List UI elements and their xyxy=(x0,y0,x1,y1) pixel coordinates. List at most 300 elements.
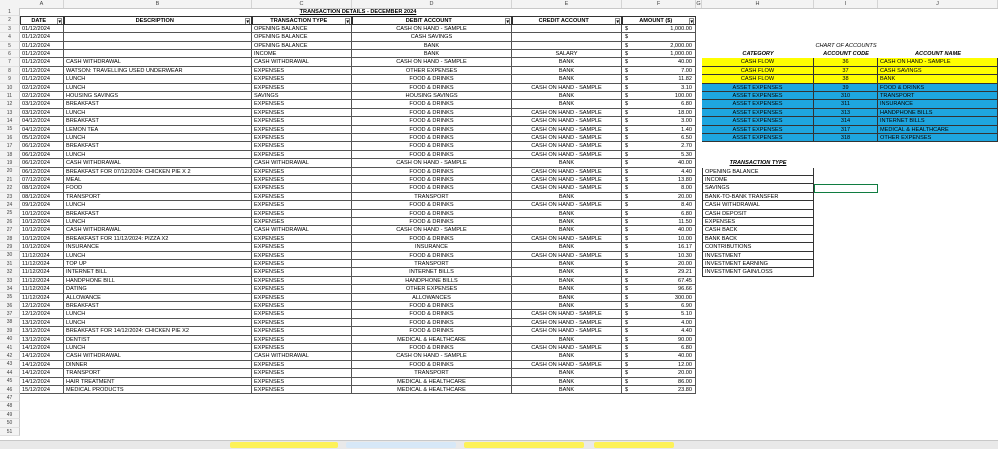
type-cell[interactable]: OPENING BALANCE xyxy=(252,33,352,41)
row-number[interactable]: 36 xyxy=(0,302,20,310)
coa-name-cell[interactable]: MEDICAL & HEALTHCARE xyxy=(878,126,998,134)
description-cell[interactable]: TRANSPORT xyxy=(64,193,252,201)
credit-cell[interactable]: CASH ON HAND - SAMPLE xyxy=(512,344,622,352)
row-number[interactable]: 3 xyxy=(0,25,20,33)
row-number[interactable]: 10 xyxy=(0,84,20,92)
row-number[interactable]: 6 xyxy=(0,50,20,58)
credit-cell[interactable]: CASH ON HAND - SAMPLE xyxy=(512,109,622,117)
credit-cell[interactable]: BANK xyxy=(512,67,622,75)
coa-code-cell[interactable]: 310 xyxy=(814,92,878,100)
coa-name-cell[interactable]: HANDPHONE BILLS xyxy=(878,109,998,117)
debit-cell[interactable]: ALLOWANCES xyxy=(352,294,512,302)
coa-name-cell[interactable]: TRANSPORT xyxy=(878,92,998,100)
description-cell[interactable]: MEDICAL PRODUCTS xyxy=(64,386,252,394)
credit-cell[interactable]: BANK xyxy=(512,285,622,293)
date-cell[interactable]: 10/12/2024 xyxy=(20,235,64,243)
credit-cell[interactable]: CASH ON HAND - SAMPLE xyxy=(512,84,622,92)
column-header-j[interactable]: J xyxy=(878,0,998,8)
description-cell[interactable]: BREAKFAST xyxy=(64,117,252,125)
column-header-h[interactable]: H xyxy=(702,0,814,8)
date-cell[interactable]: 04/12/2024 xyxy=(20,126,64,134)
table-header-1[interactable]: DESCRIPTION ▾ xyxy=(64,16,252,24)
date-cell[interactable]: 11/12/2024 xyxy=(20,252,64,260)
description-cell[interactable]: WATSON: TRAVELLING USED UNDERWEAR xyxy=(64,67,252,75)
debit-cell[interactable]: FOOD & DRINKS xyxy=(352,361,512,369)
coa-code-cell[interactable]: 311 xyxy=(814,100,878,108)
credit-cell[interactable] xyxy=(512,42,622,50)
type-cell[interactable]: EXPENSES xyxy=(252,260,352,268)
description-cell[interactable]: HAIR TREATMENT xyxy=(64,378,252,386)
debit-cell[interactable]: FOOD & DRINKS xyxy=(352,201,512,209)
coa-header-0[interactable]: CATEGORY xyxy=(742,51,774,57)
row-number[interactable]: 7 xyxy=(0,58,20,66)
row-number[interactable]: 21 xyxy=(0,176,20,184)
credit-cell[interactable]: BANK xyxy=(512,302,622,310)
description-cell[interactable]: TRANSPORT xyxy=(64,369,252,377)
row-number[interactable]: 16 xyxy=(0,134,20,142)
debit-cell[interactable]: MEDICAL & HEALTHCARE xyxy=(352,378,512,386)
credit-cell[interactable]: BANK xyxy=(512,210,622,218)
type-cell[interactable]: EXPENSES xyxy=(252,176,352,184)
row-number[interactable]: 44 xyxy=(0,369,20,377)
coa-code-cell[interactable]: 36 xyxy=(814,58,878,66)
description-cell[interactable] xyxy=(64,50,252,58)
credit-cell[interactable]: CASH ON HAND - SAMPLE xyxy=(512,310,622,318)
type-cell[interactable]: EXPENSES xyxy=(252,310,352,318)
amount-cell[interactable] xyxy=(622,67,696,75)
type-cell[interactable]: CASH WITHDRAWAL xyxy=(252,159,352,167)
credit-cell[interactable]: BANK xyxy=(512,92,622,100)
type-cell[interactable]: EXPENSES xyxy=(252,201,352,209)
credit-cell[interactable]: CASH ON HAND - SAMPLE xyxy=(512,327,622,335)
amount-cell[interactable] xyxy=(622,92,696,100)
description-cell[interactable]: LUNCH xyxy=(64,84,252,92)
debit-cell[interactable]: FOOD & DRINKS xyxy=(352,344,512,352)
type-cell[interactable]: EXPENSES xyxy=(252,151,352,159)
credit-cell[interactable]: CASH ON HAND - SAMPLE xyxy=(512,201,622,209)
type-cell[interactable]: EXPENSES xyxy=(252,218,352,226)
row-number[interactable]: 2 xyxy=(0,16,20,24)
description-cell[interactable]: LUNCH xyxy=(64,252,252,260)
type-cell[interactable]: EXPENSES xyxy=(252,193,352,201)
row-number[interactable]: 40 xyxy=(0,335,20,343)
amount-cell[interactable] xyxy=(622,126,696,134)
credit-cell[interactable]: BANK xyxy=(512,268,622,276)
credit-cell[interactable]: CASH ON HAND - SAMPLE xyxy=(512,126,622,134)
row-number[interactable]: 20 xyxy=(0,167,20,175)
coa-category-cell[interactable]: ASSET EXPENSES xyxy=(702,84,814,92)
date-cell[interactable]: 14/12/2024 xyxy=(20,344,64,352)
description-cell[interactable]: LEMON TEA xyxy=(64,126,252,134)
description-cell[interactable]: LUNCH xyxy=(64,218,252,226)
date-cell[interactable]: 07/12/2024 xyxy=(20,176,64,184)
credit-cell[interactable]: BANK xyxy=(512,336,622,344)
amount-cell[interactable] xyxy=(622,210,696,218)
debit-cell[interactable]: FOOD & DRINKS xyxy=(352,319,512,327)
row-number[interactable]: 37 xyxy=(0,310,20,318)
date-cell[interactable]: 06/12/2024 xyxy=(20,168,64,176)
column-header-g[interactable]: G xyxy=(696,1,701,7)
debit-cell[interactable]: CASH ON HAND - SAMPLE xyxy=(352,25,512,33)
table-header-5[interactable]: AMOUNT ($) ▾ xyxy=(622,16,696,24)
type-cell[interactable]: EXPENSES xyxy=(252,327,352,335)
amount-cell[interactable] xyxy=(622,100,696,108)
row-number[interactable]: 35 xyxy=(0,293,20,301)
debit-cell[interactable]: FOOD & DRINKS xyxy=(352,302,512,310)
credit-cell[interactable]: BANK xyxy=(512,352,622,360)
row-number[interactable]: 26 xyxy=(0,218,20,226)
type-cell[interactable]: EXPENSES xyxy=(252,109,352,117)
date-cell[interactable]: 11/12/2024 xyxy=(20,268,64,276)
credit-cell[interactable]: SALARY xyxy=(512,50,622,58)
row-number[interactable]: 8 xyxy=(0,67,20,75)
description-cell[interactable]: TOP UP xyxy=(64,260,252,268)
date-cell[interactable]: 11/12/2024 xyxy=(20,260,64,268)
type-cell[interactable]: EXPENSES xyxy=(252,235,352,243)
column-header-i[interactable]: I xyxy=(814,0,878,8)
row-number[interactable]: 5 xyxy=(0,42,20,50)
coa-category-cell[interactable]: ASSET EXPENSES xyxy=(702,126,814,134)
credit-cell[interactable]: BANK xyxy=(512,226,622,234)
type-cell[interactable]: EXPENSES xyxy=(252,294,352,302)
coa-code-cell[interactable]: 313 xyxy=(814,109,878,117)
table-header-4[interactable]: CREDIT ACCOUNT ▾ xyxy=(512,16,622,24)
credit-cell[interactable]: CASH ON HAND - SAMPLE xyxy=(512,235,622,243)
coa-header-2[interactable]: ACCOUNT NAME xyxy=(915,51,961,57)
debit-cell[interactable]: CASH ON HAND - SAMPLE xyxy=(352,352,512,360)
row-number[interactable]: 18 xyxy=(0,151,20,159)
transaction-type-title[interactable]: TRANSACTION TYPE xyxy=(729,160,787,167)
date-cell[interactable]: 04/12/2024 xyxy=(20,117,64,125)
row-number[interactable]: 17 xyxy=(0,142,20,150)
amount-cell[interactable] xyxy=(622,268,696,276)
coa-code-cell[interactable]: 38 xyxy=(814,75,878,83)
row-number[interactable]: 42 xyxy=(0,352,20,360)
credit-cell[interactable]: CASH ON HAND - SAMPLE xyxy=(512,176,622,184)
debit-cell[interactable]: FOOD & DRINKS xyxy=(352,100,512,108)
debit-cell[interactable]: HANDPHONE BILLS xyxy=(352,277,512,285)
column-header-f[interactable]: F xyxy=(622,0,696,8)
amount-cell[interactable] xyxy=(622,285,696,293)
type-cell[interactable]: EXPENSES xyxy=(252,344,352,352)
amount-cell[interactable] xyxy=(622,302,696,310)
debit-cell[interactable]: FOOD & DRINKS xyxy=(352,218,512,226)
coa-code-cell[interactable]: 318 xyxy=(814,134,878,142)
column-header-e[interactable]: E xyxy=(512,0,622,8)
amount-cell[interactable] xyxy=(622,151,696,159)
type-cell[interactable]: EXPENSES xyxy=(252,117,352,125)
amount-cell[interactable] xyxy=(622,327,696,335)
row-number[interactable]: 14 xyxy=(0,117,20,125)
credit-cell[interactable]: CASH ON HAND - SAMPLE xyxy=(512,252,622,260)
date-cell[interactable]: 08/12/2024 xyxy=(20,184,64,192)
row-number[interactable]: 48 xyxy=(0,402,20,410)
row-number[interactable]: 50 xyxy=(0,419,20,427)
sheet-tab[interactable] xyxy=(594,442,674,448)
description-cell[interactable]: MEAL xyxy=(64,176,252,184)
debit-cell[interactable]: MEDICAL & HEALTHCARE xyxy=(352,386,512,394)
transaction-type-item[interactable]: INVESTMENT EARNING xyxy=(702,260,814,268)
description-cell[interactable]: FOOD xyxy=(64,184,252,192)
coa-code-cell[interactable]: 37 xyxy=(814,67,878,75)
amount-cell[interactable] xyxy=(622,109,696,117)
transaction-type-item[interactable]: OPENING BALANCE xyxy=(702,168,814,176)
description-cell[interactable]: DINNER xyxy=(64,361,252,369)
description-cell[interactable]: CASH WITHDRAWAL xyxy=(64,58,252,66)
credit-cell[interactable]: CASH ON HAND - SAMPLE xyxy=(512,151,622,159)
date-cell[interactable]: 03/12/2024 xyxy=(20,100,64,108)
amount-cell[interactable] xyxy=(622,142,696,150)
date-cell[interactable]: 06/12/2024 xyxy=(20,159,64,167)
date-cell[interactable]: 03/12/2024 xyxy=(20,109,64,117)
row-number[interactable]: 49 xyxy=(0,411,20,419)
description-cell[interactable]: DENTIST xyxy=(64,336,252,344)
amount-cell[interactable] xyxy=(622,201,696,209)
amount-cell[interactable] xyxy=(622,193,696,201)
credit-cell[interactable]: BANK xyxy=(512,277,622,285)
date-cell[interactable]: 14/12/2024 xyxy=(20,352,64,360)
type-cell[interactable]: EXPENSES xyxy=(252,168,352,176)
row-number[interactable]: 43 xyxy=(0,360,20,368)
amount-cell[interactable] xyxy=(622,277,696,285)
description-cell[interactable] xyxy=(64,33,252,41)
transaction-type-item[interactable]: BANK-TO-BANK TRANSFER xyxy=(702,193,814,201)
description-cell[interactable]: HOUSING SAVINGS xyxy=(64,92,252,100)
coa-code-cell[interactable]: 314 xyxy=(814,117,878,125)
row-number[interactable]: 34 xyxy=(0,285,20,293)
description-cell[interactable]: LUNCH xyxy=(64,201,252,209)
sheet-tab[interactable] xyxy=(230,442,338,448)
debit-cell[interactable]: FOOD & DRINKS xyxy=(352,151,512,159)
amount-cell[interactable] xyxy=(622,117,696,125)
date-cell[interactable]: 01/12/2024 xyxy=(20,58,64,66)
type-cell[interactable]: EXPENSES xyxy=(252,277,352,285)
debit-cell[interactable]: TRANSPORT xyxy=(352,260,512,268)
type-cell[interactable]: EXPENSES xyxy=(252,302,352,310)
filter-dropdown-icon[interactable]: ▾ xyxy=(690,18,693,25)
description-cell[interactable]: LUNCH xyxy=(64,310,252,318)
amount-cell[interactable] xyxy=(622,294,696,302)
coa-category-cell[interactable]: ASSET EXPENSES xyxy=(702,117,814,125)
row-number[interactable]: 1 xyxy=(0,8,20,16)
credit-cell[interactable]: CASH ON HAND - SAMPLE xyxy=(512,184,622,192)
amount-cell[interactable] xyxy=(622,184,696,192)
date-cell[interactable]: 13/12/2024 xyxy=(20,336,64,344)
debit-cell[interactable]: BANK xyxy=(352,42,512,50)
row-number[interactable]: 47 xyxy=(0,394,20,402)
description-cell[interactable]: BREAKFAST xyxy=(64,100,252,108)
debit-cell[interactable]: FOOD & DRINKS xyxy=(352,176,512,184)
date-cell[interactable]: 02/12/2024 xyxy=(20,84,64,92)
description-cell[interactable]: LUNCH xyxy=(64,344,252,352)
debit-cell[interactable]: CASH SAVINGS xyxy=(352,33,512,41)
date-cell[interactable]: 06/12/2024 xyxy=(20,151,64,159)
coa-category-cell[interactable]: ASSET EXPENSES xyxy=(702,92,814,100)
type-cell[interactable]: EXPENSES xyxy=(252,285,352,293)
column-header-a[interactable]: A xyxy=(20,0,64,8)
amount-cell[interactable] xyxy=(622,260,696,268)
debit-cell[interactable]: OTHER EXPENSES xyxy=(352,67,512,75)
debit-cell[interactable]: FOOD & DRINKS xyxy=(352,210,512,218)
date-cell[interactable]: 10/12/2024 xyxy=(20,218,64,226)
row-number[interactable]: 29 xyxy=(0,243,20,251)
amount-cell[interactable] xyxy=(622,235,696,243)
filter-dropdown-icon[interactable]: ▾ xyxy=(58,18,61,25)
credit-cell[interactable]: BANK xyxy=(512,193,622,201)
row-number[interactable]: 41 xyxy=(0,344,20,352)
row-number[interactable]: 22 xyxy=(0,184,20,192)
coa-name-cell[interactable]: BANK xyxy=(878,75,998,83)
column-header-c[interactable]: C xyxy=(252,0,352,8)
coa-code-cell[interactable]: 317 xyxy=(814,126,878,134)
row-number[interactable]: 51 xyxy=(0,428,20,436)
date-cell[interactable]: 14/12/2024 xyxy=(20,361,64,369)
type-cell[interactable]: EXPENSES xyxy=(252,369,352,377)
amount-cell[interactable] xyxy=(622,344,696,352)
credit-cell[interactable]: BANK xyxy=(512,294,622,302)
date-cell[interactable]: 01/12/2024 xyxy=(20,25,64,33)
description-cell[interactable]: LUNCH xyxy=(64,151,252,159)
description-cell[interactable]: CASH WITHDRAWAL xyxy=(64,226,252,234)
amount-cell[interactable] xyxy=(622,369,696,377)
credit-cell[interactable]: BANK xyxy=(512,369,622,377)
filter-dropdown-icon[interactable]: ▾ xyxy=(246,18,249,25)
date-cell[interactable]: 14/12/2024 xyxy=(20,378,64,386)
debit-cell[interactable]: FOOD & DRINKS xyxy=(352,84,512,92)
row-number[interactable]: 4 xyxy=(0,33,20,41)
date-cell[interactable]: 01/12/2024 xyxy=(20,33,64,41)
date-cell[interactable]: 05/12/2024 xyxy=(20,134,64,142)
credit-cell[interactable]: BANK xyxy=(512,58,622,66)
coa-category-cell[interactable]: CASH FLOW xyxy=(702,58,814,66)
type-cell[interactable]: EXPENSES xyxy=(252,243,352,251)
description-cell[interactable]: INTERNET BILL xyxy=(64,268,252,276)
date-cell[interactable]: 01/12/2024 xyxy=(20,42,64,50)
row-number[interactable]: 19 xyxy=(0,159,20,167)
date-cell[interactable]: 13/12/2024 xyxy=(20,319,64,327)
amount-cell[interactable] xyxy=(622,218,696,226)
chart-of-accounts-title[interactable]: CHART OF ACCOUNTS xyxy=(815,42,877,49)
coa-name-cell[interactable]: INSURANCE xyxy=(878,100,998,108)
type-cell[interactable]: EXPENSES xyxy=(252,336,352,344)
type-cell[interactable]: CASH WITHDRAWAL xyxy=(252,58,352,66)
description-cell[interactable] xyxy=(64,42,252,50)
date-cell[interactable]: 11/12/2024 xyxy=(20,294,64,302)
amount-cell[interactable] xyxy=(622,134,696,142)
row-number[interactable]: 27 xyxy=(0,226,20,234)
debit-cell[interactable]: BANK xyxy=(352,50,512,58)
description-cell[interactable]: CASH WITHDRAWAL xyxy=(64,159,252,167)
date-cell[interactable]: 14/12/2024 xyxy=(20,369,64,377)
credit-cell[interactable]: CASH ON HAND - SAMPLE xyxy=(512,319,622,327)
date-cell[interactable]: 02/12/2024 xyxy=(20,92,64,100)
type-cell[interactable]: EXPENSES xyxy=(252,210,352,218)
type-cell[interactable]: EXPENSES xyxy=(252,84,352,92)
debit-cell[interactable]: INTERNET BILLS xyxy=(352,268,512,276)
description-cell[interactable]: BREAKFAST FOR 11/12/2024: PIZZA X2 xyxy=(64,235,252,243)
row-number[interactable]: 9 xyxy=(0,75,20,83)
amount-cell[interactable] xyxy=(622,319,696,327)
debit-cell[interactable]: TRANSPORT xyxy=(352,193,512,201)
row-number[interactable]: 39 xyxy=(0,327,20,335)
coa-category-cell[interactable]: CASH FLOW xyxy=(702,67,814,75)
coa-category-cell[interactable]: ASSET EXPENSES xyxy=(702,109,814,117)
row-number[interactable]: 30 xyxy=(0,251,20,259)
row-number[interactable]: 46 xyxy=(0,386,20,394)
debit-cell[interactable]: INSURANCE xyxy=(352,243,512,251)
coa-name-cell[interactable]: CASH SAVINGS xyxy=(878,67,998,75)
debit-cell[interactable]: FOOD & DRINKS xyxy=(352,142,512,150)
date-cell[interactable]: 15/12/2024 xyxy=(20,386,64,394)
type-cell[interactable]: EXPENSES xyxy=(252,378,352,386)
amount-cell[interactable] xyxy=(622,168,696,176)
row-number[interactable]: 24 xyxy=(0,201,20,209)
type-cell[interactable]: EXPENSES xyxy=(252,142,352,150)
debit-cell[interactable]: TRANSPORT xyxy=(352,369,512,377)
date-cell[interactable]: 13/12/2024 xyxy=(20,327,64,335)
debit-cell[interactable]: FOOD & DRINKS xyxy=(352,117,512,125)
description-cell[interactable]: LUNCH xyxy=(64,75,252,83)
transaction-type-item[interactable]: INVESTMENT xyxy=(702,252,814,260)
amount-cell[interactable] xyxy=(622,310,696,318)
description-cell[interactable]: BREAKFAST xyxy=(64,142,252,150)
type-cell[interactable]: OPENING BALANCE xyxy=(252,42,352,50)
date-cell[interactable]: 10/12/2024 xyxy=(20,210,64,218)
coa-name-cell[interactable]: CASH ON HAND - SAMPLE xyxy=(878,58,998,66)
amount-cell[interactable] xyxy=(622,226,696,234)
description-cell[interactable]: CASH WITHDRAWAL xyxy=(64,352,252,360)
row-number[interactable]: 12 xyxy=(0,100,20,108)
debit-cell[interactable]: FOOD & DRINKS xyxy=(352,184,512,192)
type-cell[interactable]: OPENING BALANCE xyxy=(252,25,352,33)
filter-dropdown-icon[interactable]: ▾ xyxy=(346,18,349,25)
type-cell[interactable]: SAVINGS xyxy=(252,92,352,100)
credit-cell[interactable]: BANK xyxy=(512,378,622,386)
description-cell[interactable]: DATING xyxy=(64,285,252,293)
table-header-0[interactable]: DATE ▾ xyxy=(20,16,64,24)
amount-cell[interactable] xyxy=(622,386,696,394)
transaction-type-item[interactable]: EXPENSES xyxy=(702,218,814,226)
credit-cell[interactable]: BANK xyxy=(512,218,622,226)
type-cell[interactable]: EXPENSES xyxy=(252,126,352,134)
transaction-type-item[interactable]: INVESTMENT GAIN/LOSS xyxy=(702,268,814,276)
credit-cell[interactable]: BANK xyxy=(512,100,622,108)
row-number[interactable]: 31 xyxy=(0,260,20,268)
credit-cell[interactable]: CASH ON HAND - SAMPLE xyxy=(512,168,622,176)
amount-cell[interactable] xyxy=(622,159,696,167)
amount-cell[interactable] xyxy=(622,58,696,66)
selected-cell[interactable] xyxy=(814,184,878,192)
row-number[interactable]: 25 xyxy=(0,209,20,217)
type-cell[interactable]: EXPENSES xyxy=(252,75,352,83)
description-cell[interactable]: BREAKFAST FOR 07/12/2024: CHICKEN PIE X 2 xyxy=(64,168,252,176)
coa-name-cell[interactable]: INTERNET BILLS xyxy=(878,117,998,125)
filter-dropdown-icon[interactable]: ▾ xyxy=(506,18,509,25)
coa-header-1[interactable]: ACCOUNT CODE xyxy=(823,51,869,57)
amount-cell[interactable] xyxy=(622,25,696,33)
debit-cell[interactable]: FOOD & DRINKS xyxy=(352,252,512,260)
debit-cell[interactable]: FOOD & DRINKS xyxy=(352,134,512,142)
description-cell[interactable]: LUNCH xyxy=(64,134,252,142)
debit-cell[interactable]: CASH ON HAND - SAMPLE xyxy=(352,58,512,66)
date-cell[interactable]: 09/12/2024 xyxy=(20,201,64,209)
debit-cell[interactable]: FOOD & DRINKS xyxy=(352,109,512,117)
debit-cell[interactable]: FOOD & DRINKS xyxy=(352,168,512,176)
description-cell[interactable] xyxy=(64,25,252,33)
credit-cell[interactable]: CASH ON HAND - SAMPLE xyxy=(512,142,622,150)
type-cell[interactable]: EXPENSES xyxy=(252,386,352,394)
type-cell[interactable]: CASH WITHDRAWAL xyxy=(252,226,352,234)
